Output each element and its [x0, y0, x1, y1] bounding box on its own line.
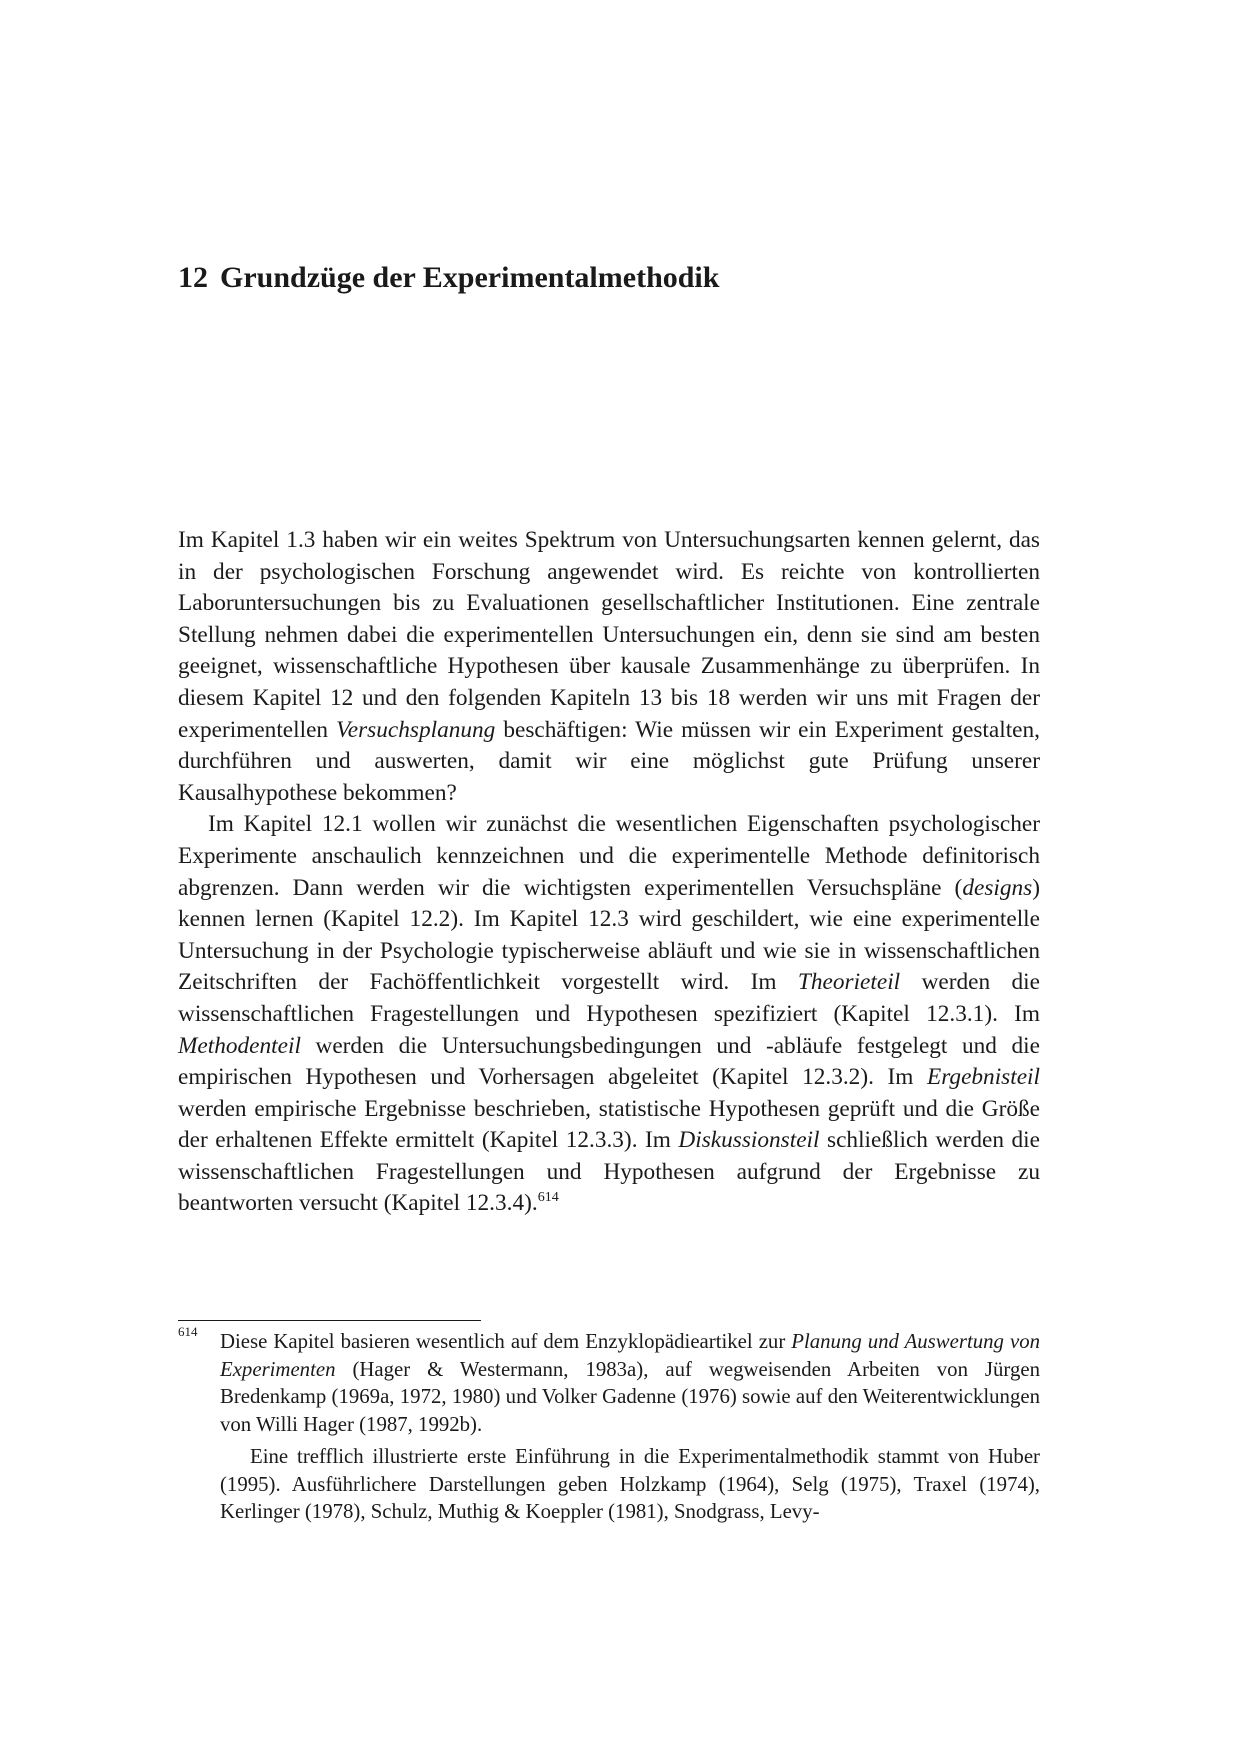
emphasis-planung-und-auswertung: Planung und Auswertung von Experimenten	[220, 1330, 1040, 1381]
footnote-body	[220, 1328, 1040, 1526]
emphasis-designs: designs	[962, 874, 1033, 901]
footnote-separator	[178, 1320, 481, 1321]
footnote-paragraph-1-text-a: Diese Kapitel basieren wesentlich auf dem Enzyklopädieartikel zur	[220, 1330, 792, 1353]
paragraph-2-text-b: ) kennen lernen (Kapitel 12.2). Im Kapitel 12.3 wird geschildert, wie eine experimentelle Untersuchung in der Psychologie typischerweise abläuft und wie sie in wissenschaftlichen Zeitschriften der Fachöffentlichkeit vorgestellt wird. Im	[178, 874, 1040, 996]
paragraph-2-text-a: Im Kapitel 12.1 wollen wir zunächst die wesentlichen Eigenschaften psychologischer Experimente anschaulich kennzeichnen und die experimentelle Methode definitorisch abgrenzen. Dann werden wir die wichtigsten experimentellen Versuchspläne (	[178, 811, 1040, 901]
paragraph-1-text-b: beschäftigen: Wie müssen wir ein Experiment gestalten, durchführen und auswerten, damit wir eine möglichst gute Prüfung unserer Kausalhypothese bekommen?	[178, 716, 1040, 806]
chapter-number: 12	[178, 261, 208, 294]
footnote-paragraph-1-text-b: (Hager & Westermann, 1983a), auf wegweisenden Arbeiten von Jürgen Bredenkamp (1969a, 1972, 1980) und Volker Gadenne (1976) sowie auf den Weiterentwicklungen von Willi Hager (1987, 1992b).	[220, 1357, 1040, 1437]
paragraph-2-text-e: werden empirische Ergebnisse beschrieben, statistische Hypothesen geprüft und die Größe der erhaltenen Effekte ermittelt (Kapitel 12.3.3). Im	[178, 1095, 1040, 1154]
footnote-marker: 614	[178, 1324, 198, 1339]
emphasis-diskussionsteil: Diskussionsteil	[678, 1127, 820, 1154]
footnote-paragraph-1	[220, 1328, 1040, 1439]
paragraph-2-text-d: werden die Untersuchungsbedingungen und -abläufe festgelegt und die empirischen Hypothesen und Vorhersagen abgeleitet (Kapitel 12.3.2). Im	[178, 1032, 1040, 1091]
emphasis-versuchsplanung: Versuchsplanung	[336, 716, 496, 743]
footnote-paragraph-2: Eine trefflich illustrierte erste Einführung in die Experimentalmethodik stammt von Huber (1995). Ausführlichere Darstellungen geben Holzkamp (1964), Selg (1975), Traxel (1974), Kerlinger (1978), Schulz, Muthig & Koeppler (1981), Snodgrass, Levy-	[220, 1444, 1040, 1524]
emphasis-ergebnisteil: Ergebnisteil	[926, 1064, 1040, 1091]
paragraph-2	[178, 809, 1040, 1220]
emphasis-methodenteil: Methodenteil	[178, 1032, 301, 1059]
paragraph-1	[178, 525, 1040, 809]
paragraph-2-text-c: werden die wissenschaftlichen Fragestellungen und Hypothesen spezifiziert (Kapitel 12.3.1). Im	[178, 969, 1040, 1027]
emphasis-theorieteil: Theorieteil	[797, 969, 901, 996]
chapter-title: Grundzüge der Experimentalmethodik	[220, 261, 720, 294]
body-text	[178, 525, 1040, 1220]
paragraph-1-text-a: Im Kapitel 1.3 haben wir ein weites Spektrum von Untersuchungsarten kennen gelernt, das in der psychologischen Forschung angewendet wird. Es reichte von kontrollierten Laboruntersuchungen bis zu Evaluationen gesellschaftlicher Institutionen. Eine zentrale Stellung nehmen dabei die experimentellen Untersuchungen ein, denn sie sind am besten geeignet, wissenschaftliche Hypothesen über kausale Zusammenhänge zu überprüfen. In diesem Kapitel 12 und den folgenden Kapiteln 13 bis 18 werden wir uns mit Fragen der experimentellen	[178, 527, 1040, 743]
footnote-reference[interactable]: 614	[537, 1190, 559, 1206]
paragraph-2-text-f: schließlich werden die wissenschaftlichen Fragestellungen und Hypothesen aufgrund der Ergebnisse zu beantworten versucht (Kapitel 12.3.4).	[178, 1127, 1040, 1217]
chapter-heading	[178, 258, 1078, 298]
footnote	[178, 1324, 1040, 1526]
